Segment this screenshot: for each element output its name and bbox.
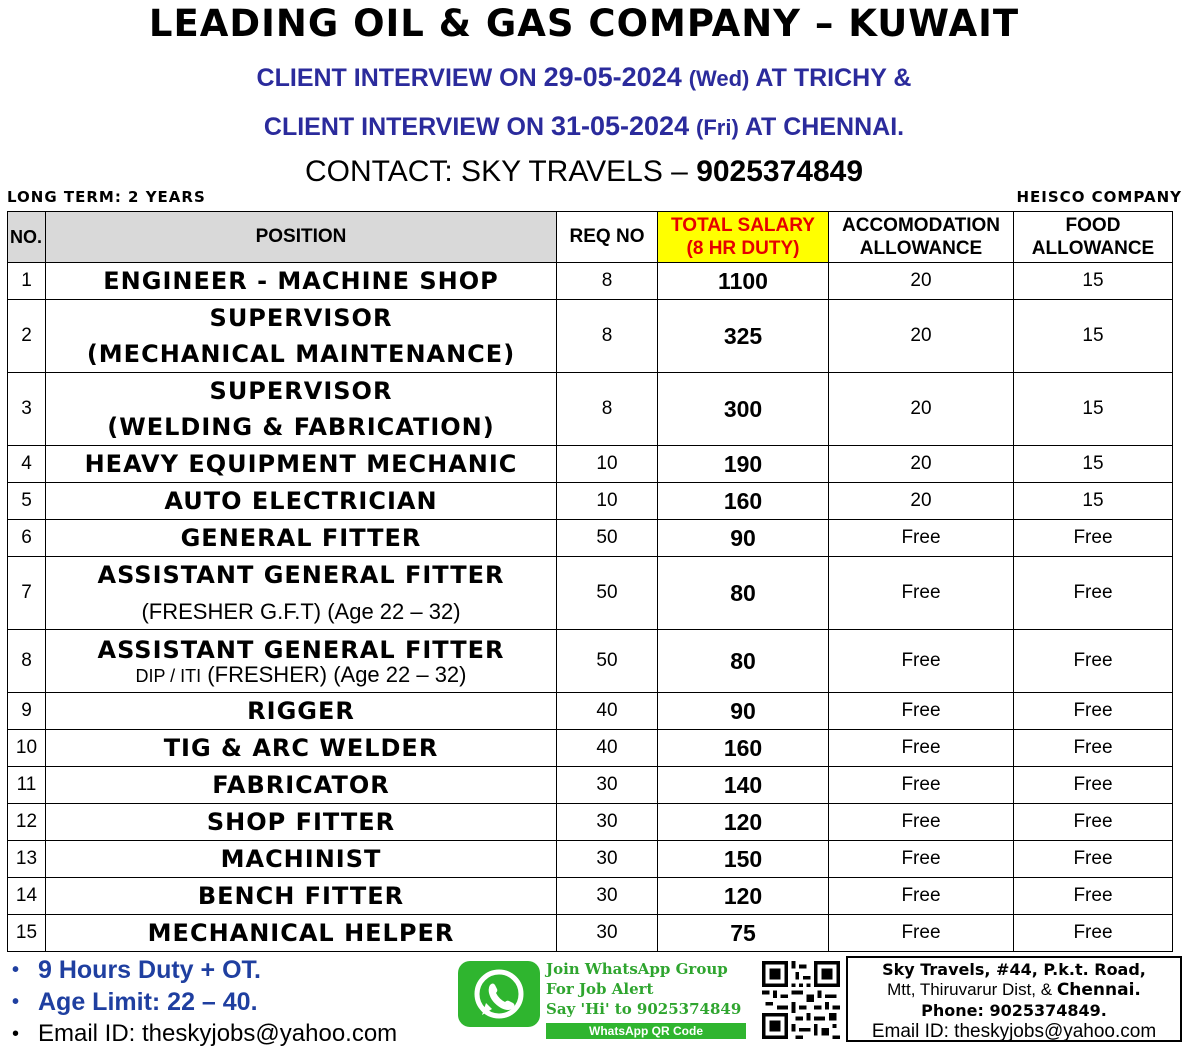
list-item: • Email ID: theskyjobs@yahoo.com: [12, 1020, 398, 1047]
salary-value: 190: [658, 446, 829, 483]
position-title: TIG & ARC WELDER: [163, 734, 439, 762]
food-value: 15: [1014, 263, 1173, 300]
req-count: 10: [557, 446, 658, 483]
position-cell: [46, 483, 557, 520]
table-row: [8, 483, 1173, 520]
position-title: BENCH FITTER: [197, 882, 405, 910]
food-value: Free: [1014, 693, 1173, 730]
food-value: 15: [1014, 373, 1173, 446]
accommodation-value: Free: [829, 630, 1014, 693]
whatsapp-promo[interactable]: [458, 961, 758, 1041]
position-cell: [46, 446, 557, 483]
position-title: HEAVY EQUIPMENT MECHANIC: [84, 450, 518, 478]
req-count: 40: [557, 693, 658, 730]
position-cell: [46, 878, 557, 915]
salary-value: 120: [658, 878, 829, 915]
req-count: 30: [557, 841, 658, 878]
position-cell: [46, 767, 557, 804]
col-header-accommodation: ACCOMODATION ALLOWANCE: [829, 212, 1014, 263]
table-row: [8, 841, 1173, 878]
position-cell: [46, 520, 557, 557]
table-row: [8, 767, 1173, 804]
accommodation-value: Free: [829, 767, 1014, 804]
position-title: AUTO ELECTRICIAN: [164, 487, 438, 515]
salary-value: 160: [658, 483, 829, 520]
position-title: GENERAL FITTER: [180, 524, 422, 552]
req-count: 10: [557, 483, 658, 520]
table-row: [8, 878, 1173, 915]
row-number: 12: [8, 804, 46, 841]
table-row: [8, 630, 1173, 693]
company-label: HEISCO COMPANY: [1016, 188, 1182, 206]
position-title: FABRICATOR: [212, 771, 390, 799]
position-cell: [46, 730, 557, 767]
table-row: [8, 373, 1173, 446]
table-header-row: [8, 212, 1173, 263]
position-title: MECHANICAL HELPER: [147, 919, 455, 947]
salary-value: 325: [658, 300, 829, 373]
position-note: DIP / ITI (FRESHER) (Age 22 – 32): [135, 661, 467, 687]
accommodation-value: 20: [829, 300, 1014, 373]
col-header-salary: TOTAL SALARY (8 HR DUTY): [658, 212, 829, 263]
req-count: 30: [557, 915, 658, 952]
food-value: 15: [1014, 446, 1173, 483]
req-count: 30: [557, 804, 658, 841]
position-cell: [46, 373, 557, 446]
position-cell: [46, 841, 557, 878]
salary-value: 90: [658, 520, 829, 557]
long-term-label: LONG TERM: 2 YEARS: [7, 188, 206, 206]
food-value: Free: [1014, 878, 1173, 915]
food-value: 15: [1014, 483, 1173, 520]
req-count: 30: [557, 767, 658, 804]
whatsapp-qr-label: WhatsApp QR Code: [546, 1023, 746, 1039]
salary-value: 160: [658, 730, 829, 767]
position-cell: [46, 693, 557, 730]
accommodation-value: 20: [829, 263, 1014, 300]
position-note: (FRESHER G.F.T) (Age 22 – 32): [141, 599, 461, 624]
accommodation-value: Free: [829, 693, 1014, 730]
req-count: 8: [557, 263, 658, 300]
position-title: SUPERVISOR: [209, 377, 393, 405]
position-title: SHOP FITTER: [206, 808, 396, 836]
whatsapp-text: Join WhatsApp Group For Job Alert Say 'Hi' to 9025374849: [546, 960, 742, 1018]
salary-value: 75: [658, 915, 829, 952]
positions-table: [7, 211, 1173, 952]
interview-date: 31-05-2024: [550, 111, 690, 141]
col-header-food: FOOD ALLOWANCE: [1014, 212, 1173, 263]
interview-line-chennai: CLIENT INTERVIEW ON 31-05-2024 (Fri) AT CHENNAI.: [263, 111, 905, 141]
footer-notes: [10, 954, 440, 1050]
position-cell: [46, 557, 557, 630]
salary-value: 150: [658, 841, 829, 878]
position-cell: [46, 263, 557, 300]
food-value: Free: [1014, 915, 1173, 952]
row-number: 11: [8, 767, 46, 804]
accommodation-value: 20: [829, 483, 1014, 520]
col-header-position: POSITION: [46, 212, 557, 263]
accommodation-value: 20: [829, 446, 1014, 483]
page-title: LEADING OIL & GAS COMPANY – KUWAIT: [148, 2, 1020, 45]
list-item: • 9 Hours Duty + OT.: [12, 956, 261, 984]
row-number: 5: [8, 483, 46, 520]
table-row: [8, 804, 1173, 841]
food-value: Free: [1014, 804, 1173, 841]
position-cell: [46, 915, 557, 952]
row-number: 14: [8, 878, 46, 915]
food-value: 15: [1014, 300, 1173, 373]
food-value: Free: [1014, 520, 1173, 557]
accommodation-value: Free: [829, 804, 1014, 841]
col-header-no: NO.: [8, 212, 46, 263]
position-subtitle: (WELDING & FABRICATION): [107, 413, 495, 441]
interview-line-trichy: CLIENT INTERVIEW ON 29-05-2024 (Wed) AT TRICHY &: [256, 62, 912, 92]
req-count: 50: [557, 557, 658, 630]
food-value: Free: [1014, 767, 1173, 804]
req-count: 40: [557, 730, 658, 767]
row-number: 6: [8, 520, 46, 557]
email-link[interactable]: Email ID: theskyjobs@yahoo.com: [871, 1021, 1157, 1042]
row-number: 13: [8, 841, 46, 878]
position-cell: [46, 630, 557, 693]
row-number: 2: [8, 300, 46, 373]
table-row: [8, 915, 1173, 952]
accommodation-value: 20: [829, 373, 1014, 446]
list-item: • Age Limit: 22 – 40.: [12, 988, 258, 1016]
req-count: 50: [557, 630, 658, 693]
accommodation-value: Free: [829, 915, 1014, 952]
salary-value: 300: [658, 373, 829, 446]
position-title: ASSISTANT GENERAL FITTER: [97, 635, 505, 664]
accommodation-value: Free: [829, 841, 1014, 878]
row-number: 9: [8, 693, 46, 730]
address-box: Sky Travels, #44, P.k.t. Road, Mtt, Thiruvarur Dist, & Chennai. Phone: 9025374849. Email ID: theskyjobs@yahoo.com: [846, 956, 1182, 1042]
position-title: RIGGER: [247, 697, 355, 725]
row-number: 10: [8, 730, 46, 767]
position-cell: [46, 804, 557, 841]
salary-value: 80: [658, 630, 829, 693]
row-number: 4: [8, 446, 46, 483]
position-title: SUPERVISOR: [209, 304, 393, 332]
position-subtitle: (MECHANICAL MAINTENANCE): [86, 340, 516, 368]
salary-value: 90: [658, 693, 829, 730]
req-count: 50: [557, 520, 658, 557]
row-number: 15: [8, 915, 46, 952]
col-header-req: REQ NO: [557, 212, 658, 263]
table-row: [8, 730, 1173, 767]
whatsapp-icon: [458, 961, 540, 1027]
position-title: MACHINIST: [220, 845, 382, 873]
row-number: 3: [8, 373, 46, 446]
row-number: 7: [8, 557, 46, 630]
req-count: 30: [557, 878, 658, 915]
salary-value: 80: [658, 557, 829, 630]
contact-phone: 9025374849: [696, 155, 864, 188]
salary-value: 140: [658, 767, 829, 804]
position-cell: [46, 300, 557, 373]
accommodation-value: Free: [829, 557, 1014, 630]
contact-line: CONTACT: SKY TRAVELS – 9025374849: [304, 155, 864, 188]
qr-code-icon[interactable]: [762, 961, 840, 1039]
req-count: 8: [557, 373, 658, 446]
table-row: [8, 300, 1173, 373]
accommodation-value: Free: [829, 730, 1014, 767]
food-value: Free: [1014, 841, 1173, 878]
table-row: [8, 693, 1173, 730]
food-value: Free: [1014, 557, 1173, 630]
table-row: [8, 520, 1173, 557]
food-value: Free: [1014, 630, 1173, 693]
food-value: Free: [1014, 730, 1173, 767]
req-count: 8: [557, 300, 658, 373]
interview-date: 29-05-2024: [543, 62, 682, 92]
salary-value: 120: [658, 804, 829, 841]
row-number: 1: [8, 263, 46, 300]
row-number: 8: [8, 630, 46, 693]
position-title: ENGINEER - MACHINE SHOP: [103, 267, 499, 295]
table-row: [8, 263, 1173, 300]
position-title: ASSISTANT GENERAL FITTER: [97, 561, 505, 589]
table-row: [8, 557, 1173, 630]
accommodation-value: Free: [829, 520, 1014, 557]
table-row: [8, 446, 1173, 483]
salary-value: 1100: [658, 263, 829, 300]
accommodation-value: Free: [829, 878, 1014, 915]
